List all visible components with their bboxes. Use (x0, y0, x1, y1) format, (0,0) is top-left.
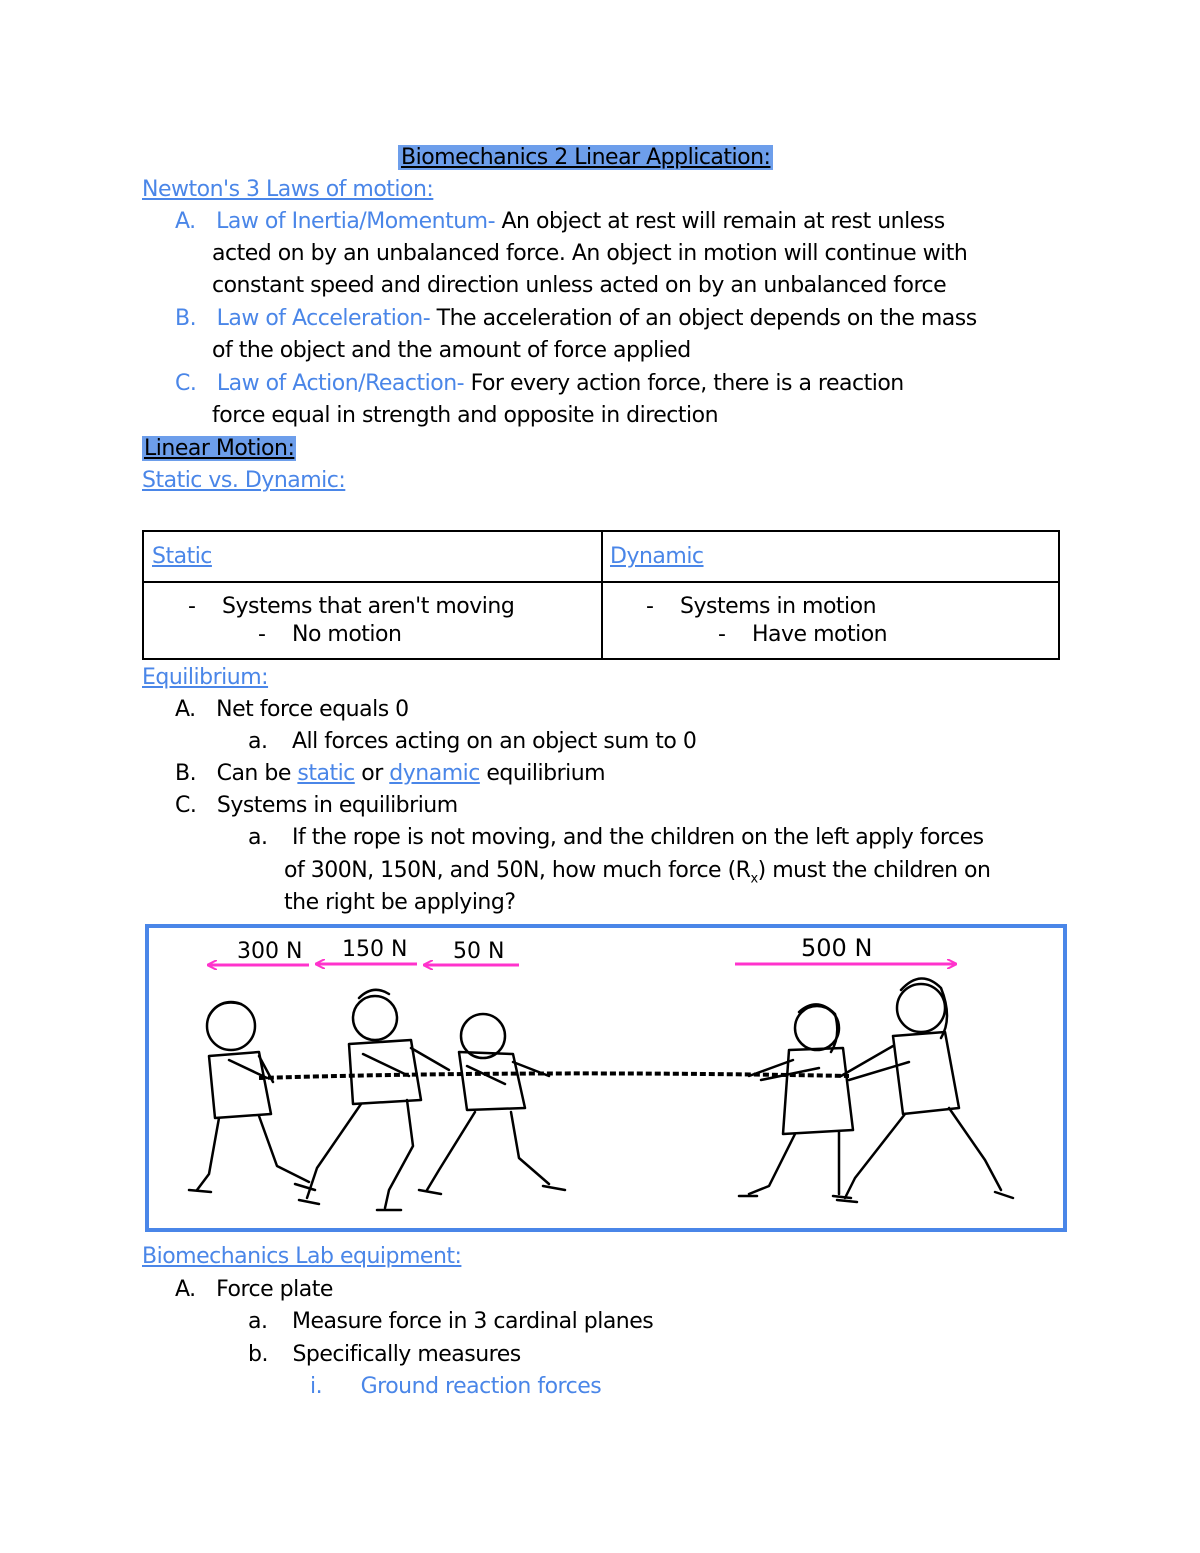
law-a-line3: constant speed and direction unless acted on by an unbalanced force (212, 273, 947, 298)
table-header-dynamic: Dynamic (610, 544, 704, 569)
lab-a2i-text: Ground reaction forces (360, 1374, 602, 1399)
table-divider-horizontal (144, 581, 1058, 583)
static-dynamic-table (142, 530, 1060, 660)
eq-b-pre: Can be (216, 761, 298, 786)
force-label-500: 500 N (801, 934, 873, 962)
law-a-name: Law of Inertia/Momentum- (216, 209, 496, 234)
lab-item-a2i (310, 1371, 601, 1403)
eq-c1-text2: of 300N, 150N, and 50N, how much force (R (284, 858, 751, 883)
lab-a2-text: Specifically measures (292, 1342, 521, 1367)
eq-item-c1-line1 (248, 822, 984, 854)
eq-b-mid: or (354, 761, 390, 786)
eq-c1-marker: a. (248, 825, 268, 850)
lab-a2i-marker: i. (310, 1374, 323, 1399)
eq-b-dynamic-link[interactable]: dynamic (389, 761, 480, 786)
force-label-50: 50 N (453, 939, 505, 964)
dynamic-bullet-dash: - (646, 594, 654, 619)
static-bullet-dash: - (188, 594, 196, 619)
newtons-heading: Newton's 3 Laws of motion: (142, 177, 434, 202)
lab-a1-text: Measure force in 3 cardinal planes (291, 1309, 654, 1334)
rope (259, 1073, 849, 1078)
law-c-line1 (175, 368, 904, 400)
child-left-3 (419, 1014, 565, 1194)
eq-a1-marker: a. (248, 729, 268, 754)
law-c-name: Law of Action/Reaction- (216, 371, 465, 396)
dynamic-sub-text: Have motion (752, 622, 888, 647)
eq-b-static-link[interactable]: static (297, 761, 355, 786)
law-c-marker: C. (175, 371, 197, 396)
force-label-150: 150 N (342, 937, 408, 962)
lab-a2-marker: b. (248, 1342, 268, 1367)
law-b-name: Law of Acceleration- (216, 306, 431, 331)
lab-a-text: Force plate (216, 1277, 333, 1302)
child-left-1 (189, 1002, 315, 1192)
table-header-static: Static (152, 544, 212, 569)
eq-item-a (175, 694, 409, 726)
eq-item-c (175, 790, 458, 822)
eq-b-post: equilibrium (479, 761, 606, 786)
child-right-2 (837, 978, 1013, 1202)
law-a-marker: A. (175, 209, 196, 234)
law-a-text1: An object at rest will remain at rest unless (495, 209, 945, 234)
law-b-line2: of the object and the amount of force applied (212, 338, 691, 363)
eq-a-text: Net force equals 0 (216, 697, 409, 722)
linear-motion-text: Linear Motion: (144, 436, 295, 461)
dynamic-bullet-text: Systems in motion (680, 594, 877, 619)
lab-item-a (175, 1274, 333, 1306)
page-title (398, 142, 773, 174)
tug-of-war-figure (145, 924, 1067, 1232)
equilibrium-heading: Equilibrium: (142, 665, 269, 690)
eq-a1-text: All forces acting on an object sum to 0 (291, 729, 697, 754)
law-b-line1 (175, 303, 977, 335)
eq-c-marker: C. (175, 793, 197, 818)
law-b-text1: The acceleration of an object depends on the mass (430, 306, 977, 331)
law-a-line1 (175, 206, 945, 238)
law-b-marker: B. (175, 306, 197, 331)
eq-item-a1 (248, 726, 696, 758)
lab-a-marker: A. (175, 1277, 196, 1302)
linear-motion-heading (142, 433, 296, 465)
table-divider-vertical (601, 532, 603, 658)
child-right-1 (739, 1004, 853, 1198)
eq-a-marker: A. (175, 697, 196, 722)
eq-c-text: Systems in equilibrium (216, 793, 458, 818)
lab-heading: Biomechanics Lab equipment: (142, 1244, 462, 1269)
eq-item-b (175, 758, 605, 790)
law-c-line2: force equal in strength and opposite in direction (212, 403, 719, 428)
eq-c1-text1: If the rope is not moving, and the children on the left apply forces (291, 825, 984, 850)
law-c-text1: For every action force, there is a reaction (464, 371, 904, 396)
lab-item-a2 (248, 1339, 521, 1371)
child-left-2 (299, 990, 449, 1210)
dynamic-sub-dash: - (718, 622, 726, 647)
static-dynamic-heading: Static vs. Dynamic: (142, 468, 346, 493)
static-bullet-text: Systems that aren't moving (222, 594, 515, 619)
title-text: Biomechanics 2 Linear Application: (398, 145, 773, 170)
lab-item-a1 (248, 1306, 653, 1338)
lab-a1-marker: a. (248, 1309, 268, 1334)
eq-b-marker: B. (175, 761, 197, 786)
static-sub-text: No motion (292, 622, 402, 647)
force-label-300: 300 N (237, 939, 303, 964)
tug-of-war-illustration (149, 928, 1063, 1228)
eq-item-c1-line3: the right be applying? (284, 890, 516, 915)
eq-c1-sub: x (750, 871, 758, 887)
law-a-line2: acted on by an unbalanced force. An object in motion will continue with (212, 241, 968, 266)
static-sub-dash: - (258, 622, 266, 647)
eq-c1-text2b: ) must the children on (757, 858, 991, 883)
